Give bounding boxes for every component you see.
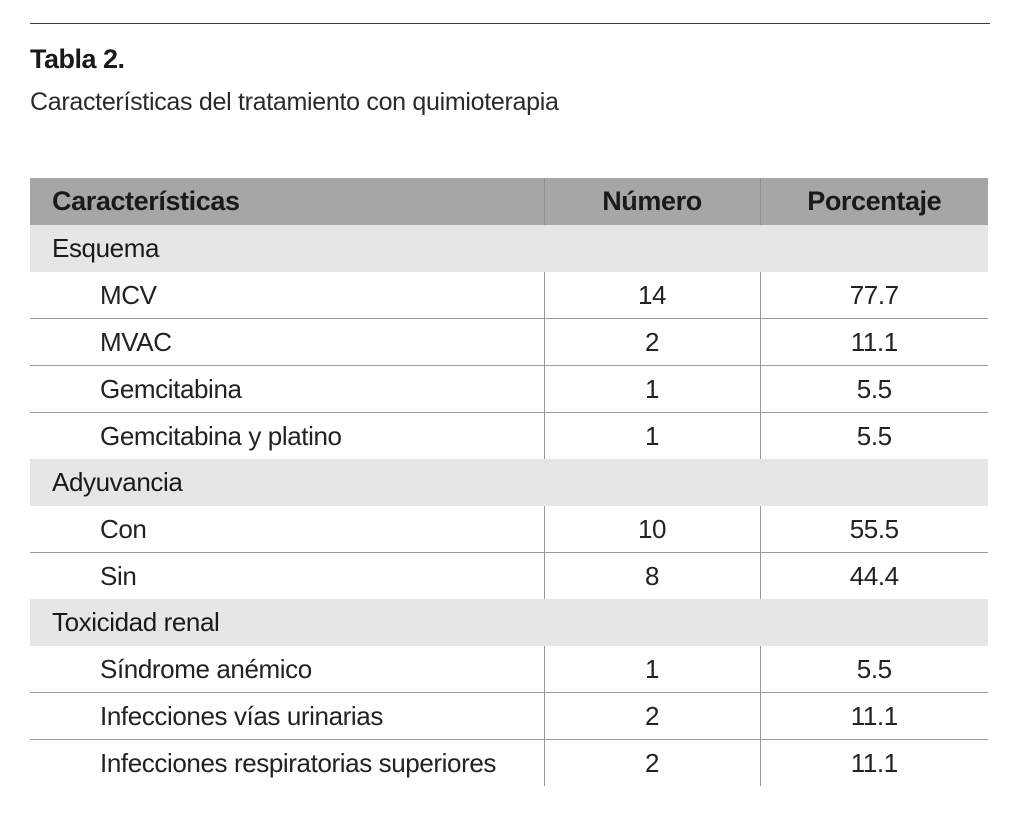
row-label: Síndrome anémico [30, 646, 544, 693]
top-rule [30, 23, 990, 24]
table-row [30, 272, 988, 319]
table-subtitle: Características del tratamiento con quimioterapia [30, 88, 559, 116]
row-label: MCV [30, 272, 544, 319]
chemotherapy-table [30, 178, 988, 786]
section-row-adyuvancia [30, 459, 988, 506]
row-porcentaje: 5.5 [760, 413, 988, 460]
section-label: Toxicidad renal [30, 599, 988, 646]
header-numero: Número [544, 178, 760, 225]
table-header-row [30, 178, 988, 225]
table-row [30, 553, 988, 600]
row-porcentaje: 44.4 [760, 553, 988, 600]
row-numero: 14 [544, 272, 760, 319]
row-numero: 10 [544, 506, 760, 553]
table-row [30, 319, 988, 366]
row-numero: 1 [544, 646, 760, 693]
row-label: Gemcitabina y platino [30, 413, 544, 460]
row-numero: 2 [544, 693, 760, 740]
section-row-toxicidad-renal [30, 599, 988, 646]
section-label: Esquema [30, 225, 988, 272]
row-porcentaje: 5.5 [760, 366, 988, 413]
row-numero: 1 [544, 413, 760, 460]
table-title: Tabla 2. [30, 44, 125, 74]
section-row-esquema [30, 225, 988, 272]
row-porcentaje: 77.7 [849, 279, 899, 310]
row-porcentaje: 5.5 [856, 653, 892, 684]
row-porcentaje: 11.1 [760, 740, 988, 787]
table-row [30, 366, 988, 413]
row-porcentaje: 11.1 [760, 319, 988, 366]
row-numero: 1 [544, 366, 760, 413]
table-row [30, 740, 988, 787]
row-numero: 2 [544, 740, 760, 787]
section-label: Adyuvancia [30, 459, 988, 506]
table-row [30, 693, 988, 740]
row-porcentaje: 55.5 [849, 513, 899, 544]
table-row [30, 506, 988, 553]
row-label: Con [30, 506, 544, 553]
row-label: Gemcitabina [30, 366, 544, 413]
header-caracteristicas: Características [30, 178, 544, 225]
row-numero: 8 [544, 553, 760, 600]
row-label: Infecciones vías urinarias [30, 693, 544, 740]
row-label: Sin [30, 553, 544, 600]
row-label: Infecciones respiratorias superiores [30, 740, 544, 787]
row-numero: 2 [544, 319, 760, 366]
row-label: MVAC [30, 319, 544, 366]
table-row [30, 413, 988, 460]
row-porcentaje: 11.1 [760, 693, 988, 740]
header-porcentaje: Porcentaje [760, 178, 988, 225]
table-row [30, 646, 988, 693]
